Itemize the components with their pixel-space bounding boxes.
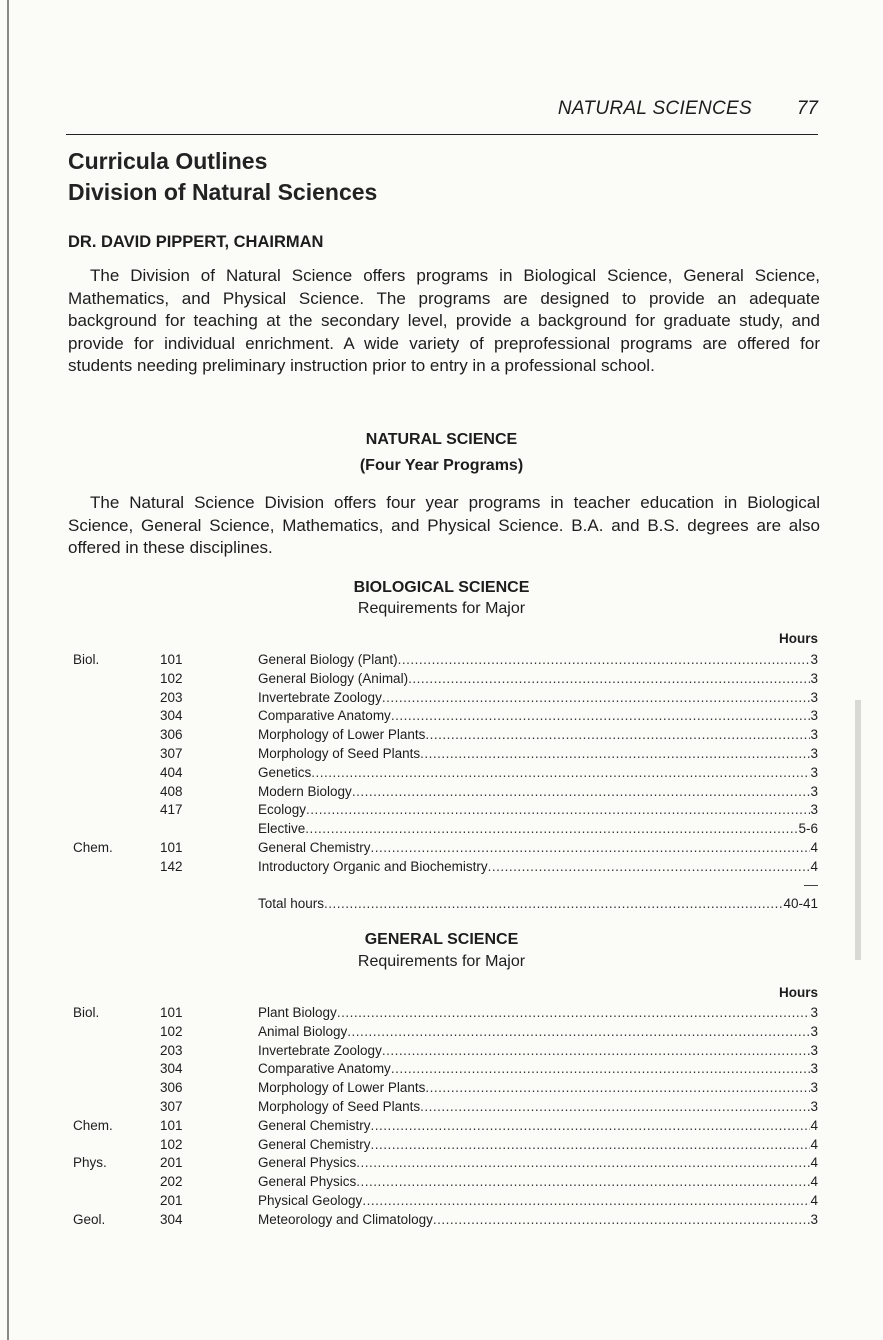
course-row	[0, 689, 883, 707]
course-number: 307	[160, 746, 183, 761]
course-entry	[258, 1211, 818, 1229]
header-rule	[66, 134, 818, 135]
course-hours: 3	[810, 1099, 818, 1114]
total-hours: 40-41	[783, 896, 818, 911]
course-title: Invertebrate Zoology	[258, 1042, 382, 1058]
course-hours: 3	[810, 1061, 818, 1077]
course-title: Elective	[258, 821, 306, 837]
natural-science-subheading: (Four Year Programs)	[359, 457, 524, 474]
course-dept: Chem.	[73, 840, 113, 855]
leader-dots	[488, 858, 811, 876]
course-title: General Chemistry	[258, 840, 371, 855]
course-title: Morphology of Lower Plants	[258, 727, 426, 743]
intro-paragraph: The Division of Natural Science offers programs in Biological Science, General Science, Mathematics, and Physical Science. The programs are designed to provide an adequate background for teaching at the secondary level, provide a background for graduate study, and provide for individual enrichment. A wide variety of preprofessional programs are offered for students needing preliminary instruction prior to entry in a professional school.	[68, 266, 820, 375]
leader-dots	[425, 1079, 810, 1097]
course-row	[0, 839, 883, 857]
course-row	[0, 707, 883, 725]
course-row	[0, 1211, 883, 1229]
course-title: Ecology	[258, 802, 307, 818]
course-number: 102	[160, 670, 183, 686]
biological-hours-header: Hours	[778, 631, 818, 646]
leader-dots	[362, 1192, 810, 1210]
leader-dots	[356, 1173, 810, 1191]
course-hours: 3	[810, 1023, 818, 1039]
leader-dots	[420, 1098, 810, 1116]
general-science-subheading: Requirements for Major	[357, 953, 526, 970]
course-title: Morphology of Seed Plants	[258, 746, 421, 761]
course-dept: Chem.	[73, 1117, 113, 1133]
course-row	[0, 1023, 883, 1041]
leader-dots	[337, 1004, 811, 1022]
course-entry	[258, 670, 818, 688]
course-entry	[258, 689, 818, 707]
course-row	[0, 801, 883, 819]
course-hours: 3	[810, 1042, 818, 1058]
leader-dots	[371, 1117, 811, 1135]
course-dept: Biol.	[73, 1005, 100, 1020]
course-hours: 4	[810, 1193, 818, 1208]
leader-dots	[352, 783, 811, 801]
course-number: 101	[160, 1117, 183, 1133]
course-entry	[258, 1004, 818, 1022]
course-number: 417	[160, 802, 183, 818]
total-label: Total hours	[258, 896, 325, 911]
course-entry	[258, 1192, 818, 1210]
course-number: 203	[160, 689, 183, 705]
leader-dots	[371, 839, 811, 857]
course-entry	[258, 1136, 818, 1154]
course-number: 102	[160, 1023, 183, 1039]
course-hours: 3	[810, 1211, 818, 1227]
leader-dots	[305, 820, 798, 838]
course-hours: 3	[810, 670, 818, 686]
course-hours: 3	[810, 802, 818, 818]
running-header	[66, 98, 818, 128]
course-entry	[258, 764, 818, 782]
course-row	[0, 651, 883, 669]
course-row	[0, 1154, 883, 1172]
leader-dots	[420, 745, 810, 763]
leader-dots	[408, 670, 810, 688]
course-row	[0, 1042, 883, 1060]
course-hours: 3	[810, 1080, 818, 1096]
course-number: 306	[160, 1080, 183, 1096]
biological-science-subheading: Requirements for Major	[357, 600, 526, 617]
course-row	[0, 745, 883, 763]
course-hours: 3	[810, 783, 818, 799]
course-number: 306	[160, 727, 183, 743]
leader-dots	[306, 801, 810, 819]
course-number: 142	[160, 858, 183, 874]
course-hours: 5-6	[798, 821, 818, 837]
course-title: Morphology of Lower Plants	[258, 1080, 426, 1096]
course-title: Genetics	[258, 764, 312, 780]
course-title: Introductory Organic and Biochemistry	[258, 858, 488, 874]
course-row	[0, 1060, 883, 1078]
course-row	[0, 670, 883, 688]
leader-dots	[347, 1023, 810, 1041]
leader-dots	[433, 1211, 811, 1229]
course-number: 102	[160, 1136, 183, 1152]
general-science-heading: GENERAL SCIENCE	[364, 931, 519, 948]
natural-science-heading: NATURAL SCIENCE	[365, 431, 518, 448]
course-row	[0, 1098, 883, 1116]
course-row	[0, 1136, 883, 1154]
course-title: Comparative Anatomy	[258, 708, 391, 724]
course-hours: 4	[810, 1117, 818, 1133]
biological-science-heading: BIOLOGICAL SCIENCE	[353, 579, 530, 596]
course-hours: 4	[810, 840, 818, 855]
course-hours: 3	[810, 764, 818, 780]
course-entry	[258, 839, 818, 857]
course-row	[0, 820, 883, 838]
course-entry	[258, 820, 818, 838]
course-number: 307	[160, 1099, 183, 1114]
course-hours: 4	[810, 858, 818, 874]
course-entry	[258, 1023, 818, 1041]
course-entry	[258, 1042, 818, 1060]
course-number: 201	[160, 1155, 183, 1171]
course-entry	[258, 783, 818, 801]
course-hours: 4	[810, 1136, 818, 1152]
course-hours: 3	[810, 746, 818, 761]
leader-dots	[382, 1042, 811, 1060]
course-entry	[258, 1060, 818, 1078]
course-number: 101	[160, 1005, 183, 1020]
course-title: Physical Geology	[258, 1193, 363, 1208]
course-row	[0, 858, 883, 876]
course-hours: 4	[810, 1174, 818, 1190]
course-title: General Chemistry	[258, 1117, 371, 1133]
biological-total-row	[0, 895, 883, 913]
course-row	[0, 1117, 883, 1135]
total-rule	[804, 885, 818, 886]
course-entry	[258, 1173, 818, 1191]
course-entry	[258, 858, 818, 876]
course-row	[0, 783, 883, 801]
general-hours-header: Hours	[778, 985, 818, 1000]
course-entry	[258, 1117, 818, 1135]
course-number: 202	[160, 1174, 183, 1190]
course-title: General Biology (Plant)	[258, 652, 398, 667]
course-hours: 3	[810, 689, 818, 705]
course-number: 203	[160, 1042, 183, 1058]
course-title: Comparative Anatomy	[258, 1061, 391, 1077]
course-title: Morphology of Seed Plants	[258, 1099, 421, 1114]
course-title: Plant Biology	[258, 1005, 337, 1020]
course-number: 304	[160, 708, 183, 724]
course-title: General Chemistry	[258, 1136, 371, 1152]
leader-dots	[356, 1154, 810, 1172]
page-title-line-2: Division of Natural Sciences	[68, 179, 378, 205]
course-entry	[258, 1098, 818, 1116]
course-hours: 3	[810, 652, 818, 667]
leader-dots	[324, 895, 783, 913]
course-entry	[258, 745, 818, 763]
page-title-line-1: Curricula Outlines	[68, 148, 268, 174]
course-number: 101	[160, 840, 183, 855]
course-row	[0, 726, 883, 744]
course-hours: 3	[810, 727, 818, 743]
course-row	[0, 1192, 883, 1210]
page-title	[68, 146, 377, 208]
leader-dots	[371, 1136, 811, 1154]
course-hours: 3	[810, 1005, 818, 1020]
natural-science-paragraph: The Natural Science Division offers four year programs in teacher education in Biological Science, General Science, Mathematics, and Physical Science. B.A. and B.S. degrees are also offered in these disciplines.	[68, 493, 820, 557]
course-title: Invertebrate Zoology	[258, 689, 382, 705]
course-hours: 4	[810, 1155, 818, 1171]
course-title: General Physics	[258, 1155, 357, 1171]
course-number: 408	[160, 783, 183, 799]
course-dept: Biol.	[73, 652, 100, 667]
chairman-line: DR. DAVID PIPPERT, CHAIRMAN	[68, 233, 324, 251]
course-entry	[258, 801, 818, 819]
leader-dots	[382, 689, 811, 707]
course-row	[0, 1079, 883, 1097]
course-number: 304	[160, 1211, 183, 1227]
leader-dots	[391, 1060, 811, 1078]
leader-dots	[398, 651, 811, 669]
course-title: Modern Biology	[258, 783, 352, 799]
course-entry	[258, 726, 818, 744]
course-dept: Geol.	[73, 1211, 106, 1227]
course-title: Animal Biology	[258, 1023, 348, 1039]
course-row	[0, 764, 883, 782]
course-number: 304	[160, 1061, 183, 1077]
course-hours: 3	[810, 708, 818, 724]
course-entry	[258, 1079, 818, 1097]
course-row	[0, 1173, 883, 1191]
course-dept: Phys.	[73, 1155, 107, 1171]
running-header-section: NATURAL SCIENCES	[557, 98, 752, 119]
leader-dots	[311, 764, 810, 782]
course-number: 404	[160, 764, 183, 780]
course-entry	[258, 707, 818, 725]
course-number: 201	[160, 1193, 183, 1208]
leader-dots	[425, 726, 810, 744]
course-row	[0, 1004, 883, 1022]
course-entry	[258, 651, 818, 669]
course-entry	[258, 1154, 818, 1172]
course-title: General Biology (Animal)	[258, 670, 409, 686]
course-title: Meteorology and Climatology	[258, 1211, 433, 1227]
course-title: General Physics	[258, 1174, 357, 1190]
leader-dots	[391, 707, 811, 725]
page-number: 77	[796, 98, 818, 119]
course-number: 101	[160, 652, 183, 667]
